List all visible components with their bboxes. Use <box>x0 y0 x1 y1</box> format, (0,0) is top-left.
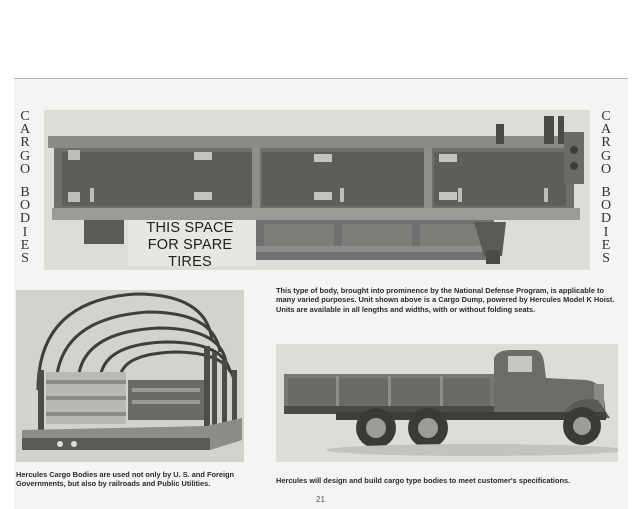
vertical-letter: G <box>600 148 612 164</box>
vertical-letter: G <box>19 148 31 164</box>
vertical-letter: S <box>602 251 610 267</box>
vertical-letter: C <box>20 109 30 124</box>
spare-tire-space-label <box>128 220 252 271</box>
cargo-truck-photo <box>276 344 618 462</box>
main-caption: This type of body, brought into prominence by the National Defense Program, is applicable to many varied purposes. Unit shown above is a Cargo Dump, powered by Hercules Model K Hoist. Units are available in all lengths and widths, with or without folding seats. <box>276 286 615 314</box>
vertical-word-cargo-left <box>20 110 30 176</box>
vertical-letter: A <box>19 122 31 138</box>
spare-tire-label-line2: FOR SPARE TIRES <box>147 237 233 270</box>
vertical-letter: A <box>600 122 612 138</box>
vertical-word-bodies-right <box>601 186 611 265</box>
left-caption: Hercules Cargo Bodies are used not only by U. S. and Foreign Governments, but also by railroads and Public Utilities. <box>16 470 235 489</box>
vertical-letter: I <box>603 224 609 240</box>
vertical-letter: B <box>20 185 30 201</box>
vertical-letter: C <box>601 109 611 124</box>
vertical-letter: E <box>20 237 30 253</box>
vertical-letter: B <box>601 185 611 201</box>
vertical-letter: O <box>600 161 612 177</box>
spare-tire-label-line1: THIS SPACE <box>146 220 234 236</box>
vertical-title-right <box>598 110 614 265</box>
cargo-body-bows-photo <box>16 290 244 462</box>
vertical-letter: D <box>19 211 31 227</box>
cargo-dump-body-photo <box>44 110 590 270</box>
vertical-letter: D <box>600 211 612 227</box>
vertical-title-left <box>17 110 33 265</box>
page-number: 21 <box>316 495 325 504</box>
vertical-letter: O <box>19 161 31 177</box>
vertical-letter: R <box>601 135 611 151</box>
vertical-letter: E <box>601 237 611 253</box>
vertical-letter: S <box>21 251 29 267</box>
vertical-letter: O <box>600 198 612 214</box>
vertical-word-bodies-left <box>20 186 30 265</box>
vertical-word-cargo-right <box>601 110 611 176</box>
vertical-letter: I <box>22 224 28 240</box>
vertical-letter: R <box>20 135 30 151</box>
right-caption: Hercules will design and build cargo type bodies to meet customer's specifications. <box>276 476 571 485</box>
vertical-letter: O <box>19 198 31 214</box>
